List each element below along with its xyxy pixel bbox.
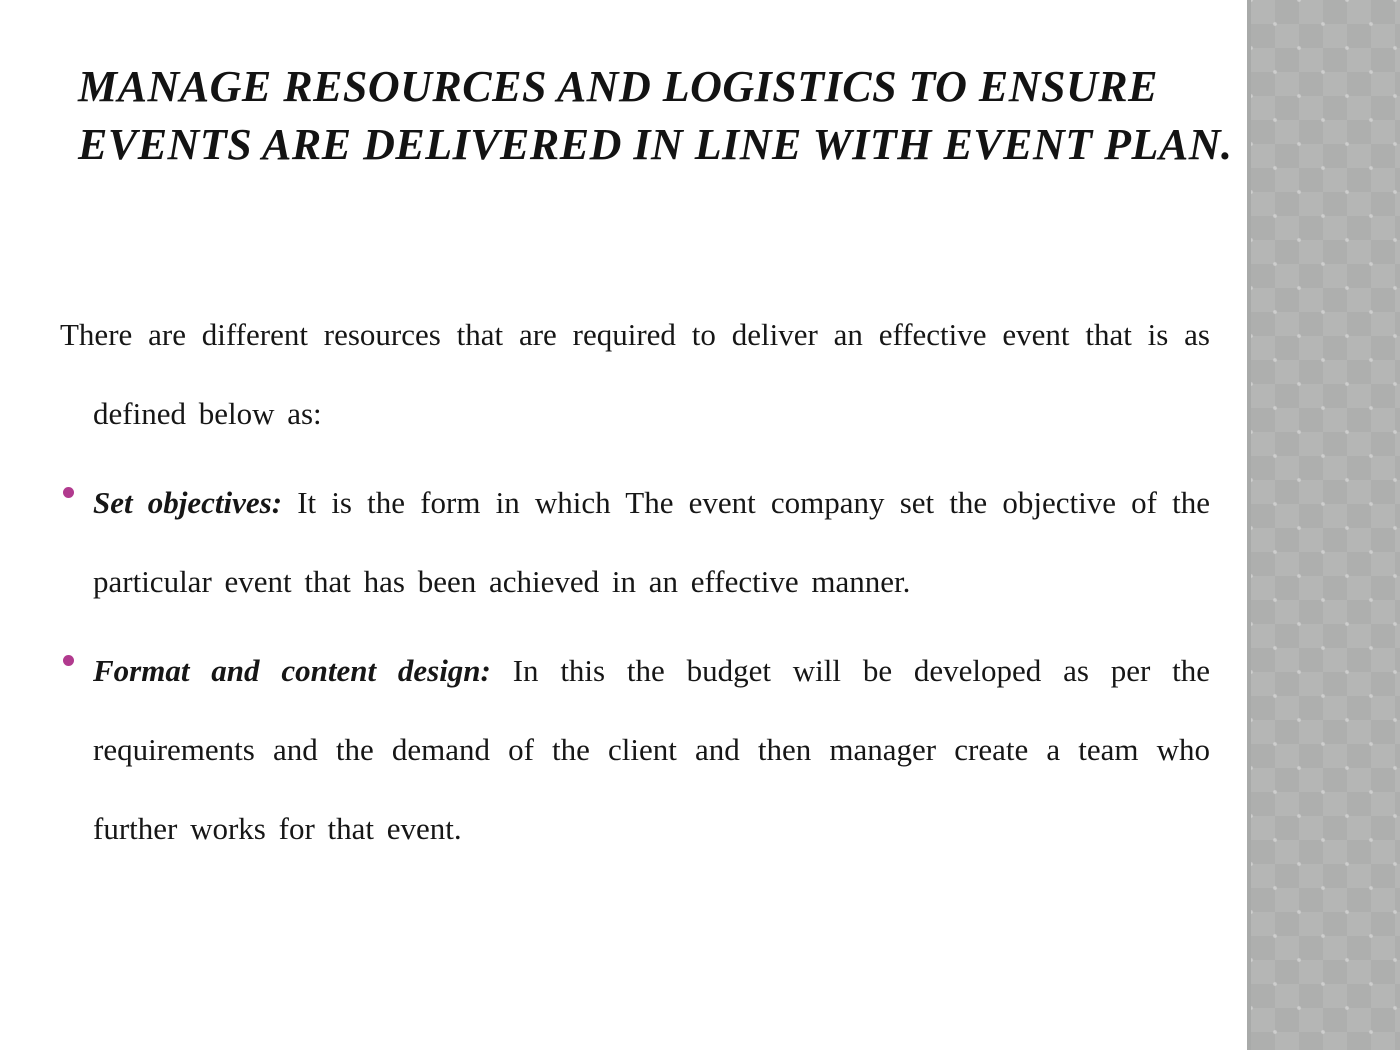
intro-paragraph: There are different resources that are required to deliver an effective event that is as defined below as: [60, 317, 1210, 431]
bullet-lead: Set objectives: [93, 485, 283, 520]
bullet-text: It is the form in which The event company set the objective of the particular event that has been achieved in an effective manner. [93, 485, 1210, 599]
bullet-icon [63, 655, 74, 666]
slide-body [60, 295, 1210, 878]
bullet-list [60, 463, 1210, 868]
bullet-icon [63, 487, 74, 498]
bullet-text: In this the budget will be developed as per the requirements and the demand of the client and then manager create a team who further works for that event. [93, 653, 1210, 846]
decorative-argyle-panel [1247, 0, 1400, 1050]
slide-title: MANAGE RESOURCES AND LOGISTICS TO ENSURE EVENTS ARE DELIVERED IN LINE WITH EVENT PLAN. [78, 62, 1233, 169]
bullet-lead: Format and content design: [93, 653, 491, 688]
list-item [60, 631, 1210, 868]
list-item [60, 463, 1210, 621]
